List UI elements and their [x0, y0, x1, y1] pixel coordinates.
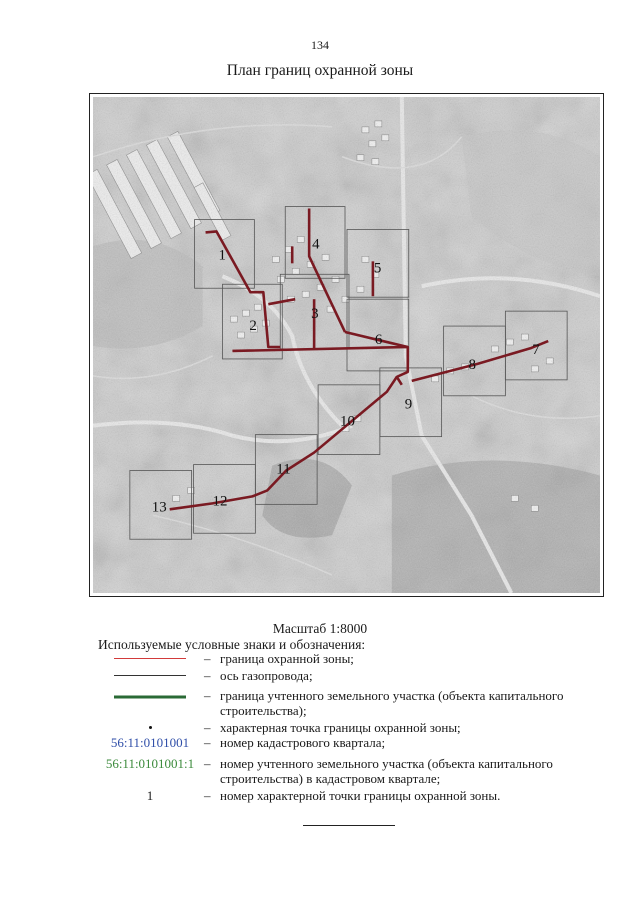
plan-title: План границ охранной зоны: [226, 62, 414, 79]
page-number: 134: [311, 38, 329, 52]
legend-symbol: [98, 695, 202, 699]
map-sheet-label: 7: [532, 341, 540, 358]
cadastral-parcel-sample: 56:11:0101001:1: [105, 756, 195, 771]
map-sheet-label: 10: [340, 413, 355, 430]
map-frame: [89, 93, 604, 597]
map-sheet-label: 2: [249, 318, 257, 335]
map-sheet-label: 12: [212, 493, 228, 510]
boundary-point-dot-icon: [149, 726, 152, 729]
cadastral-block-sample: 56:11:0101001: [110, 735, 190, 750]
legend-dash: –: [204, 720, 211, 735]
map-sheet-label: 11: [276, 461, 291, 478]
legend-text: граница учтенного земельного участка (объекта капитального строительства);: [220, 688, 564, 718]
legend-text: номер учтенного земельного участка (объекта капитального строительства) в кадастровом квартале;: [220, 756, 553, 786]
legend-symbol: [98, 674, 202, 677]
legend-dash: –: [204, 735, 211, 750]
legend-symbol: [98, 657, 202, 660]
map-sheet-label: 5: [373, 260, 382, 277]
legend-text: характерная точка границы охранной зоны;: [220, 720, 461, 735]
end-rule: [303, 825, 395, 826]
point-number-sample: 1: [146, 788, 154, 803]
legend-dash: –: [204, 788, 211, 803]
pipeline-axis-line-sample: [114, 674, 186, 677]
legend-dash: –: [204, 688, 211, 703]
map-sheet-label: 9: [404, 396, 413, 413]
legend-heading: Используемые условные знаки и обозначения:: [98, 637, 366, 652]
map-sheet-label: 8: [468, 356, 476, 373]
legend-text: номер кадастрового квартала;: [220, 735, 386, 750]
map-sheet-label: 4: [312, 236, 320, 253]
legend-text: граница охранной зоны;: [220, 651, 354, 666]
parcel-boundary-line-sample: [114, 695, 186, 699]
legend-dash: –: [204, 756, 211, 771]
map-sheet-label: 3: [311, 306, 319, 323]
legend-dash: –: [204, 668, 211, 683]
legend-symbol: [98, 726, 202, 729]
map-sheet-label: 1: [218, 247, 226, 264]
map-sheet-label: 13: [151, 499, 167, 516]
map-sheet-label: 6: [374, 332, 383, 349]
legend-text: ось газопровода;: [220, 668, 313, 683]
protection-zone-line-sample: [114, 657, 186, 660]
scale-label: Масштаб 1:8000: [272, 621, 368, 636]
aerial-map: [93, 97, 600, 593]
legend-dash: –: [204, 651, 211, 666]
legend-text: номер характерной точки границы охранной зоны.: [220, 788, 501, 803]
